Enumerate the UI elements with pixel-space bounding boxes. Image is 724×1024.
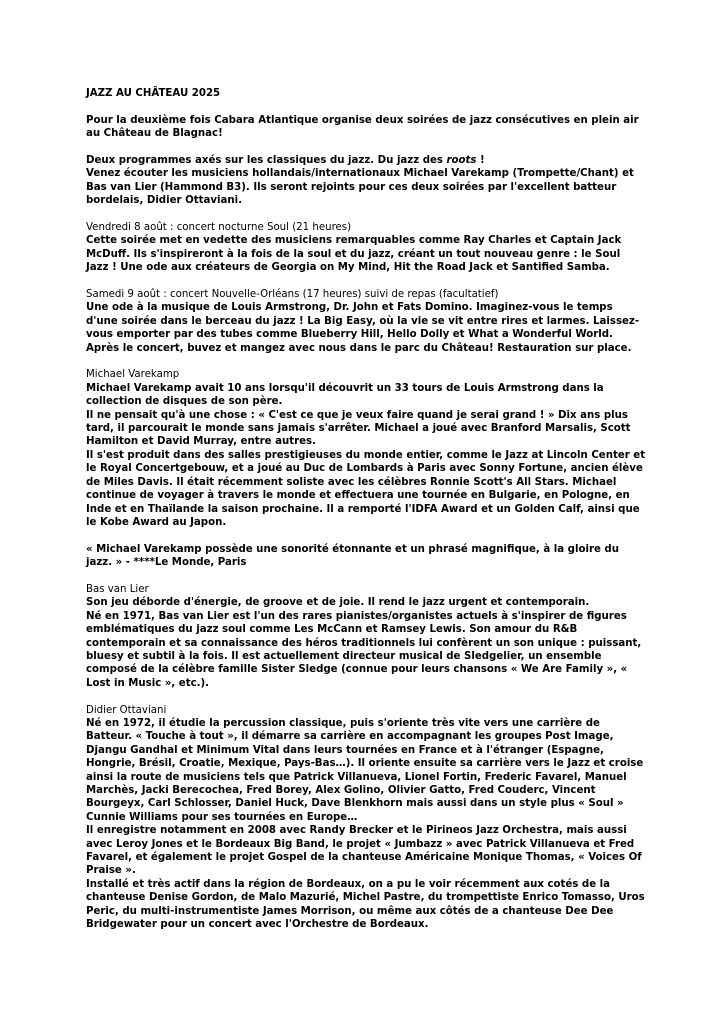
programmes-paragraph — [86, 154, 646, 208]
bas-heading: Bas van Lier — [86, 583, 149, 595]
roots-italic: roots — [446, 155, 477, 166]
saturday-heading: Samedi 9 août : concert Nouvelle-Orléans (17 heures) suivi de repas (facultatief) — [86, 289, 499, 301]
bas-paragraph-1: Son jeu déborde d'énergie, de groove et de joie. Il rend le jazz urgent et contemporain. — [86, 597, 590, 609]
friday-body: Cette soirée met en vedette des musiciens remarquables comme Ray Charles et Captain Jack McDuff. Ils s'inspireront à la fois de la soul et du jazz, créant un tout nouveau genre : le Soul Jazz ! Une ode aux créateurs de Georgia on My Mind, Hit the Road Jack et Santified Samba. — [86, 235, 622, 274]
document-title: JAZZ AU CHÂTEAU 2025 — [86, 88, 221, 99]
bas-paragraph-2: Né en 1971, Bas van Lier est l'un des rares pianistes/organistes actuels à s'inspirer de figures emblématiques du jazz soul comme Les McCann et Ramsey Lewis. Son amour du R&B contemporain et sa connaissance des héros traditionnels lui confèrent un son unique : puissant, bluesy et subtil à la fois. Il est actuellement directeur musical de Sledgelier, un ensemble composé de la célèbre famille Sister Sledge (connue pour leurs chansons « We Are Family », « Lost in Music », etc.). — [86, 610, 642, 689]
programmes-line-2: Venez écouter les musiciens hollandais/internationaux Michael Varekamp (Trompette/Chant) et Bas van Lier (Hammond B3). Ils seront rejoints pour ces deux soirées par l'excellent batteur bordelais, Didier Ottaviani. — [86, 168, 634, 207]
intro-paragraph: Pour la deuxième fois Cabara Atlantique organise deux soirées de jazz consécutives en plein air au Château de Blagnac! — [86, 114, 639, 140]
didier-section — [86, 704, 646, 932]
michael-paragraph-1: Michael Varekamp avait 10 ans lorsqu'il découvrit un 33 tours de Louis Armstrong dans la collection de disques de son père. — [86, 382, 604, 408]
friday-section — [86, 221, 646, 275]
bas-body — [86, 596, 646, 690]
michael-paragraph-3: Il s'est produit dans des salles prestigieuses du monde entier, comme le Jazz at Lincoln Center et le Royal Concertgebouw, et a joué au Duc de Lombards à Paris avec Sonny Fortune, ancien élève de Miles Davis. Il était récemment soliste avec les célèbres Ronnie Scott's All Stars. Michael continue de voyager à travers le monde et effectuera une tournée en Bulgarie, en Pologne, en Inde et en Thaïlande la saison prochaine. Il a remporté l'IDFA Award et un Golden Calf, ainsi que le Kobe Award au Japon. — [86, 449, 646, 528]
saturday-body: Une ode à la musique de Louis Armstrong, Dr. John et Fats Domino. Imaginez-vous le temps d'une soirée dans le berceau du jazz ! La Big Easy, où la vie se vit entre rires et larmes. Laissez-vous emporter par des tubes comme Blueberry Hill, Hello Dolly et What a Wonderful World. Après le concert, buvez et mangez avec nous dans le parc du Château! Restauration sur place. — [86, 302, 640, 354]
document-content — [86, 87, 646, 945]
michael-body — [86, 382, 646, 529]
bas-section — [86, 583, 646, 690]
didier-heading: Didier Ottaviani — [86, 704, 167, 716]
didier-paragraph-2: Il enregistre notamment en 2008 avec Randy Brecker et le Pirineos Jazz Orchestra, mais aussi avec Leroy Jones et le Bordeaux Big Band, le projet « Jumbazz » avec Patrick Villanueva et Fred Favarel, et également le projet Gospel de la chanteuse Américaine Monique Thomas, « Voices Of Praise ». — [86, 825, 642, 877]
programmes-line-1 — [86, 154, 646, 167]
michael-heading: Michael Varekamp — [86, 369, 180, 381]
didier-body — [86, 717, 646, 932]
michael-quote: « Michael Varekamp possède une sonorité étonnante et un phrasé magnifique, à la gloire du jazz. » - ****Le Monde, Paris — [86, 543, 619, 569]
michael-paragraph-2: Il ne pensait qu'à une chose : « C'est ce que je veux faire quand je serai grand ! » Dix ans plus tard, il parcourait le monde sans jamais s'arrêter. Michael a joué avec Branford Marsalis, Scott Hamilton et David Murray, entre autres. — [86, 409, 631, 448]
friday-heading: Vendredi 8 août : concert nocturne Soul (21 heures) — [86, 222, 352, 234]
didier-paragraph-1: Né en 1972, il étudie la percussion classique, puis s'oriente très vite vers une carrière de Batteur. « Touche à tout », il démarre sa carrière en accompagnant les groupes Post Image, Djangu Gandhal et Minimum Vital dans leurs tournées en France et à l'étranger (Espagne, Hongrie, Brésil, Croatie, Mexique, Pays-Bas…). Il oriente ensuite sa carrière vers le Jazz et croise ainsi la route de musiciens tels que Patrick Villanueva, Lionel Fortin, Frederic Favarel, Manuel Marchès, Jacki Berecochea, Fred Borey, Alex Golino, Olivier Gatto, Fred Couderc, Vincent Bourgeyx, Carl Schlosser, Daniel Huck, Dave Blenkhorn mais aussi dans un style plus « Soul » Cunnie Williams pour ses tournées en Europe… — [86, 717, 644, 823]
programmes-line-1-before: Deux programmes axés sur les classiques du jazz. Du jazz des — [86, 155, 447, 166]
michael-section — [86, 368, 646, 529]
saturday-section — [86, 288, 646, 355]
didier-paragraph-3: Installé et très actif dans la région de Bordeaux, on a pu le voir récemment aux cotés de la chanteuse Denise Gordon, de Malo Mazurié, Michel Pastre, du trompettiste Enrico Tomasso, Uros Peric, du multi-instrumentiste James Morrison, ou même aux côtés de a chanteuse Dee Dee Bridgewater pour un concert avec l'Orchestre de Bordeaux. — [86, 878, 645, 931]
programmes-line-1-after: ! — [476, 155, 485, 166]
